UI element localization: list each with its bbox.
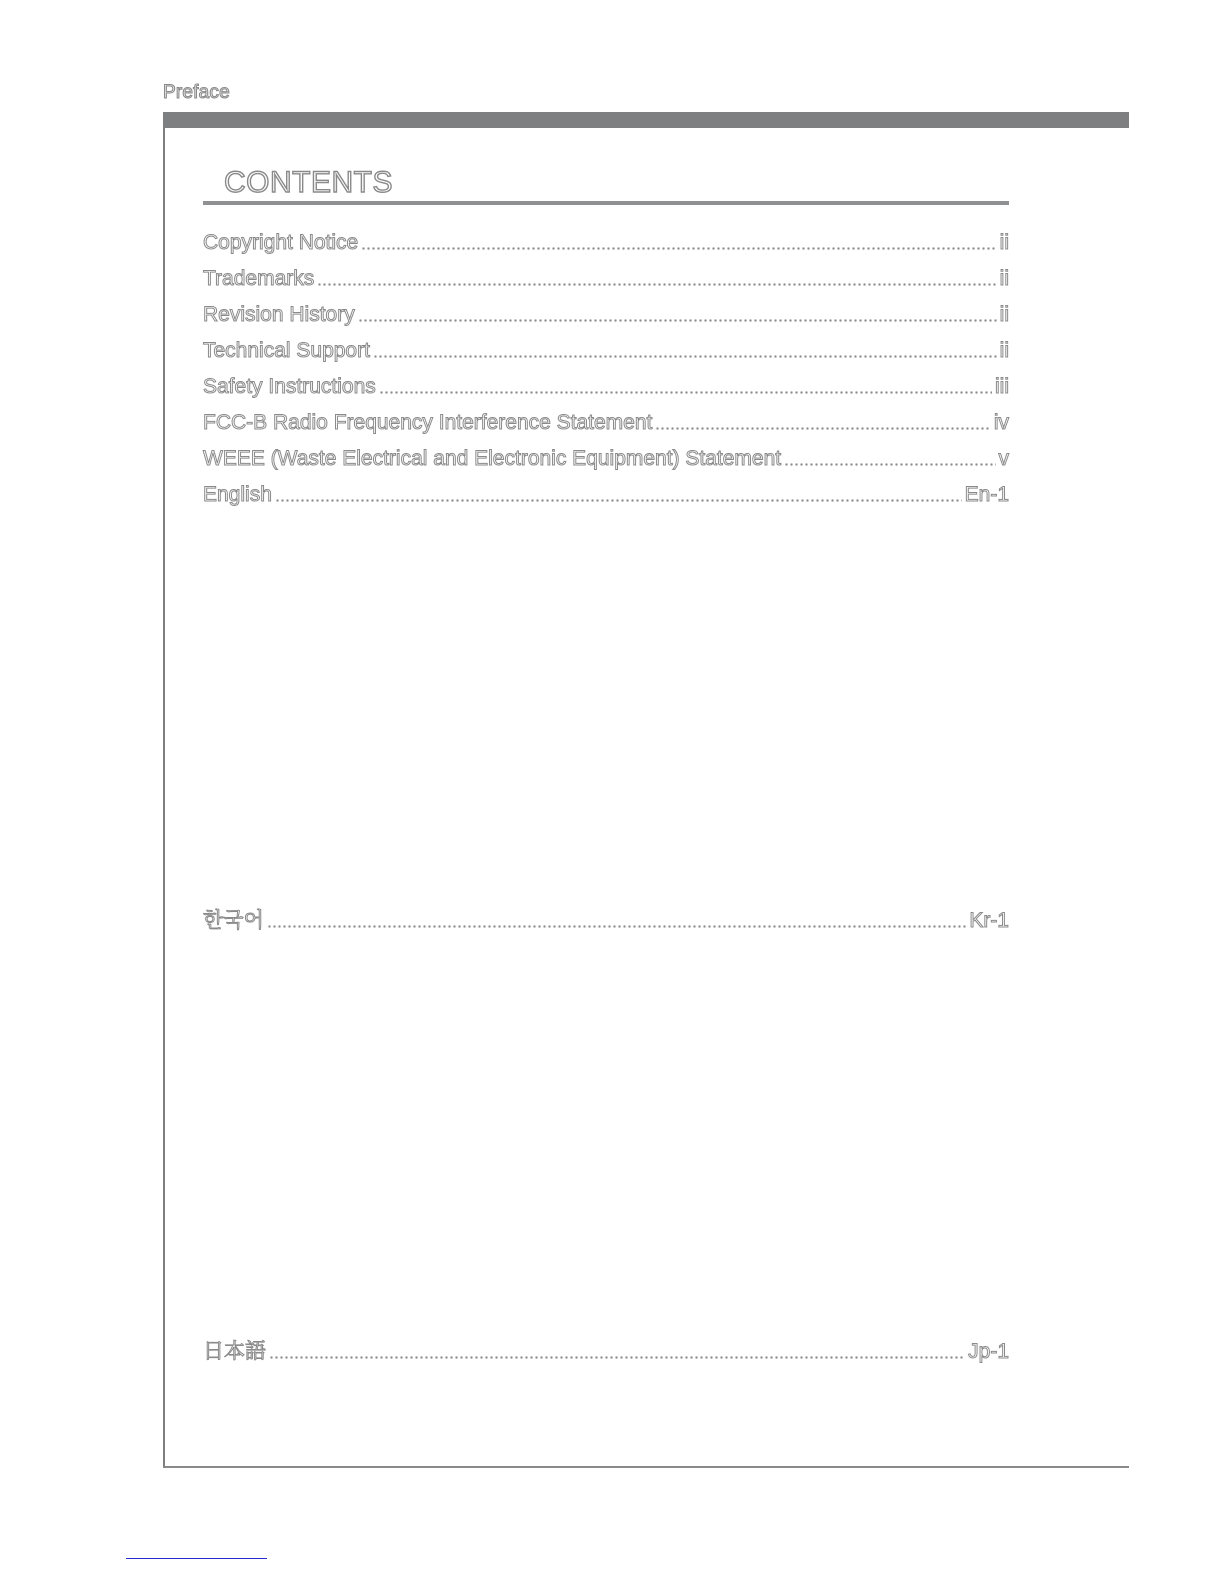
toc-leader-dots <box>275 499 962 502</box>
toc-entry-page: v <box>998 447 1009 470</box>
contents-title: CONTENTS <box>224 166 393 199</box>
toc-entry-label: Copyright Notice <box>203 231 359 254</box>
toc-leader-dots <box>373 355 997 358</box>
toc-entry-english[interactable] <box>203 481 1009 509</box>
toc-leader-dots <box>267 925 966 928</box>
toc-entry-label: WEEE (Waste Electrical and Electronic Equipment) Statement <box>203 447 782 470</box>
toc-entry-trademarks[interactable] <box>203 265 1009 293</box>
toc-leader-dots <box>317 283 996 286</box>
toc-entry-label: Safety Instructions <box>203 375 376 398</box>
toc-leader-dots <box>358 319 997 322</box>
toc-entry-page: iii <box>995 375 1009 398</box>
toc-entry-page: En-1 <box>964 483 1009 506</box>
toc-entry-label: English <box>203 483 272 506</box>
toc-entry-technical-support[interactable] <box>203 337 1009 365</box>
toc-entry-label: FCC-B Radio Frequency Interference Statement <box>203 411 653 434</box>
toc-leader-dots <box>655 427 990 430</box>
toc-entry-label: Technical Support <box>203 339 370 362</box>
section-label: Preface <box>163 82 230 103</box>
toc-entry-fcc-b[interactable] <box>203 409 1009 437</box>
toc-entry-label: Revision History <box>203 303 355 326</box>
toc-entry-safety-instructions[interactable] <box>203 373 1009 401</box>
toc-entry-page: ii <box>999 267 1009 290</box>
toc-entry-japanese[interactable] <box>203 1338 1009 1366</box>
toc-entry-page: ii <box>999 303 1009 326</box>
toc-leader-dots <box>379 391 992 394</box>
toc-entry-label: 한국어 <box>203 909 264 932</box>
toc-leader-dots <box>784 463 995 466</box>
toc-entry-weee[interactable] <box>203 445 1009 473</box>
toc-entry-page: ii <box>999 339 1009 362</box>
toc-leader-dots <box>361 247 996 250</box>
toc-entry-korean[interactable] <box>203 907 1009 935</box>
toc-entry-copyright[interactable] <box>203 229 1009 257</box>
toc-leader-dots <box>269 1356 965 1359</box>
title-underline <box>203 201 1009 205</box>
bottom-border <box>163 1466 1129 1468</box>
toc-entry-label: Trademarks <box>203 267 315 290</box>
toc-entry-label: 日本語 <box>203 1340 266 1363</box>
toc-entry-page: Jp-1 <box>968 1340 1009 1363</box>
toc-entry-page: iv <box>993 411 1009 434</box>
header-bar <box>163 112 1129 128</box>
toc-entry-page: Kr-1 <box>969 909 1009 932</box>
toc-entry-page: ii <box>999 231 1009 254</box>
toc-entry-revision-history[interactable] <box>203 301 1009 329</box>
left-border <box>163 112 165 1468</box>
footer-link-underline[interactable] <box>126 1558 267 1559</box>
